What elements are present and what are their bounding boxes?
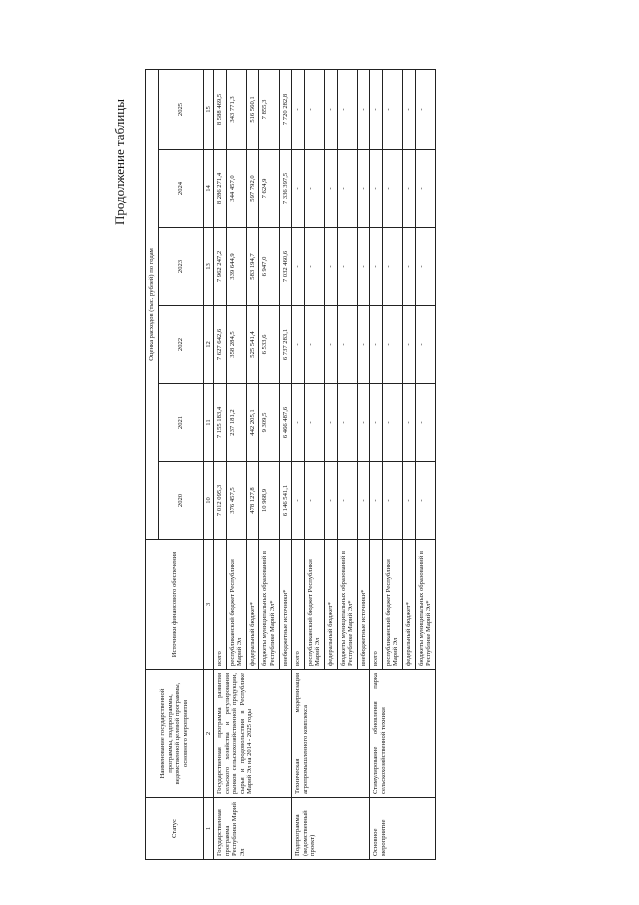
index-cell: 1 xyxy=(203,798,214,860)
source-cell: всего xyxy=(214,540,227,670)
value-cell: 344 457,0 xyxy=(226,150,246,228)
value-cell: 442 205,1 xyxy=(246,384,259,462)
value-cell: - xyxy=(324,228,337,306)
source-cell: внебюджетные источники* xyxy=(279,540,292,670)
index-cell: 2 xyxy=(203,670,214,798)
value-cell: 525 541,4 xyxy=(246,306,259,384)
source-cell: всего xyxy=(292,540,305,670)
value-cell: 583 194,7 xyxy=(246,228,259,306)
index-cell: 13 xyxy=(203,228,214,306)
index-row xyxy=(203,69,214,859)
source-cell: федеральный бюджет* xyxy=(402,540,415,670)
header-name: Наименование государственной программы, подпрограммы, ведомственной целевой программы, основного мероприятия xyxy=(146,670,204,798)
value-cell: - xyxy=(402,150,415,228)
value-cell: - xyxy=(292,228,305,306)
value-cell: 6 146 541,1 xyxy=(279,462,292,540)
value-cell: - xyxy=(415,150,435,228)
value-cell: - xyxy=(370,69,383,149)
value-cell: - xyxy=(292,69,305,149)
index-cell: 3 xyxy=(203,540,214,670)
value-cell: - xyxy=(370,228,383,306)
program-name-cell: Техническая модернизация агропромышленного комплекса xyxy=(292,670,370,798)
value-cell: - xyxy=(337,306,357,384)
value-cell: - xyxy=(324,384,337,462)
value-cell: - xyxy=(357,228,370,306)
value-cell: - xyxy=(324,306,337,384)
header-year: 2024 xyxy=(158,150,203,228)
source-cell: федеральный бюджет* xyxy=(324,540,337,670)
value-cell: - xyxy=(415,384,435,462)
header-estimate: Оценка расходов (тыс. рублей) по годам xyxy=(146,69,159,539)
index-cell: 14 xyxy=(203,150,214,228)
value-cell: - xyxy=(304,228,324,306)
value-cell: - xyxy=(337,228,357,306)
value-cell: - xyxy=(402,384,415,462)
value-cell: - xyxy=(382,384,402,462)
source-cell: внебюджетные источники* xyxy=(357,540,370,670)
value-cell: 7 624,9 xyxy=(259,150,279,228)
value-cell: 7 336 397,5 xyxy=(279,150,292,228)
value-cell: - xyxy=(382,69,402,149)
value-cell: 516 560,1 xyxy=(246,69,259,149)
value-cell: - xyxy=(357,462,370,540)
value-cell: 6 466 487,6 xyxy=(279,384,292,462)
table-row xyxy=(292,69,305,859)
value-cell: - xyxy=(415,69,435,149)
value-cell: 7 012 095,3 xyxy=(214,462,227,540)
header-year: 2023 xyxy=(158,228,203,306)
source-cell: республиканский бюджет Республики Марий Эл xyxy=(226,540,246,670)
header-year: 2021 xyxy=(158,384,203,462)
index-cell: 12 xyxy=(203,306,214,384)
value-cell: - xyxy=(357,384,370,462)
value-cell: - xyxy=(370,384,383,462)
value-cell: - xyxy=(337,69,357,149)
status-cell: Подпрограмма (ведомственный проект) xyxy=(292,798,370,860)
value-cell: 8 286 271,4 xyxy=(214,150,227,228)
source-cell: бюджеты муниципальных образований в Республике Марий Эл* xyxy=(337,540,357,670)
value-cell: - xyxy=(402,228,415,306)
value-cell: 6 737 283,1 xyxy=(279,306,292,384)
value-cell: - xyxy=(415,462,435,540)
value-cell: 7 855,3 xyxy=(259,69,279,149)
header-year: 2020 xyxy=(158,462,203,540)
value-cell: 7 032 460,6 xyxy=(279,228,292,306)
source-cell: бюджеты муниципальных образований в Республике Марий Эл* xyxy=(259,540,279,670)
value-cell: - xyxy=(292,462,305,540)
value-cell: - xyxy=(415,306,435,384)
value-cell: - xyxy=(304,384,324,462)
status-cell: Государственная программа Республики Марий Эл xyxy=(214,798,292,860)
value-cell: - xyxy=(304,150,324,228)
value-cell: 9 309,5 xyxy=(259,384,279,462)
value-cell: 339 644,9 xyxy=(226,228,246,306)
index-cell: 11 xyxy=(203,384,214,462)
value-cell: - xyxy=(370,306,383,384)
value-cell: - xyxy=(304,306,324,384)
value-cell: - xyxy=(357,306,370,384)
value-cell: - xyxy=(382,306,402,384)
value-cell: - xyxy=(304,462,324,540)
value-cell: - xyxy=(415,228,435,306)
value-cell: - xyxy=(324,69,337,149)
value-cell: 7 155 183,4 xyxy=(214,384,227,462)
value-cell: - xyxy=(382,150,402,228)
value-cell: 237 181,2 xyxy=(226,384,246,462)
value-cell: 6 533,6 xyxy=(259,306,279,384)
budget-table xyxy=(145,69,436,860)
value-cell: - xyxy=(382,462,402,540)
value-cell: - xyxy=(337,150,357,228)
value-cell: - xyxy=(337,384,357,462)
program-name-cell: Стимулирование обновления парка сельскохозяйственной техники xyxy=(370,670,435,798)
value-cell: - xyxy=(370,150,383,228)
value-cell: - xyxy=(324,462,337,540)
value-cell: 7 720 282,8 xyxy=(279,69,292,149)
value-cell: 6 947,0 xyxy=(259,228,279,306)
source-cell: республиканский бюджет Республики Марий Эл xyxy=(382,540,402,670)
value-cell: - xyxy=(337,462,357,540)
value-cell: 358 284,5 xyxy=(226,306,246,384)
value-cell: - xyxy=(292,306,305,384)
value-cell: 597 792,0 xyxy=(246,150,259,228)
value-cell: 7 962 247,2 xyxy=(214,228,227,306)
value-cell: - xyxy=(370,462,383,540)
table-row xyxy=(370,69,383,859)
program-name-cell: Государственная программа развития сельского хозяйства и регулирования рынков сельскохозяйственной продукции, сырья и продовольствия в Республике Марий Эл на 2014 - 2025 годы xyxy=(214,670,292,798)
value-cell: - xyxy=(324,150,337,228)
source-cell: всего xyxy=(370,540,383,670)
value-cell: - xyxy=(292,150,305,228)
value-cell: - xyxy=(292,384,305,462)
header-year: 2025 xyxy=(158,69,203,149)
continued-label: Продолжение таблицы xyxy=(112,99,127,225)
status-cell: Основное мероприятие xyxy=(370,798,435,860)
value-cell: - xyxy=(304,69,324,149)
value-cell: - xyxy=(402,462,415,540)
value-cell: 7 627 642,6 xyxy=(214,306,227,384)
header-status: Статус xyxy=(146,798,204,860)
value-cell: 478 127,8 xyxy=(246,462,259,540)
value-cell: 343 771,3 xyxy=(226,69,246,149)
rotated-table-container xyxy=(145,70,605,860)
value-cell: - xyxy=(357,150,370,228)
index-cell: 10 xyxy=(203,462,214,540)
header-row-1 xyxy=(146,69,159,859)
value-cell: 8 588 469,5 xyxy=(214,69,227,149)
value-cell: - xyxy=(357,69,370,149)
table-row xyxy=(214,69,227,859)
source-cell: бюджеты муниципальных образований в Республике Марий Эл* xyxy=(415,540,435,670)
header-sources: Источники финансового обеспечения xyxy=(146,540,204,670)
header-year: 2022 xyxy=(158,306,203,384)
value-cell: 376 457,5 xyxy=(226,462,246,540)
value-cell: - xyxy=(382,228,402,306)
source-cell: республиканский бюджет Республики Марий Эл xyxy=(304,540,324,670)
value-cell: - xyxy=(402,69,415,149)
value-cell: 10 968,9 xyxy=(259,462,279,540)
index-cell: 15 xyxy=(203,69,214,149)
value-cell: - xyxy=(402,306,415,384)
source-cell: федеральный бюджет* xyxy=(246,540,259,670)
